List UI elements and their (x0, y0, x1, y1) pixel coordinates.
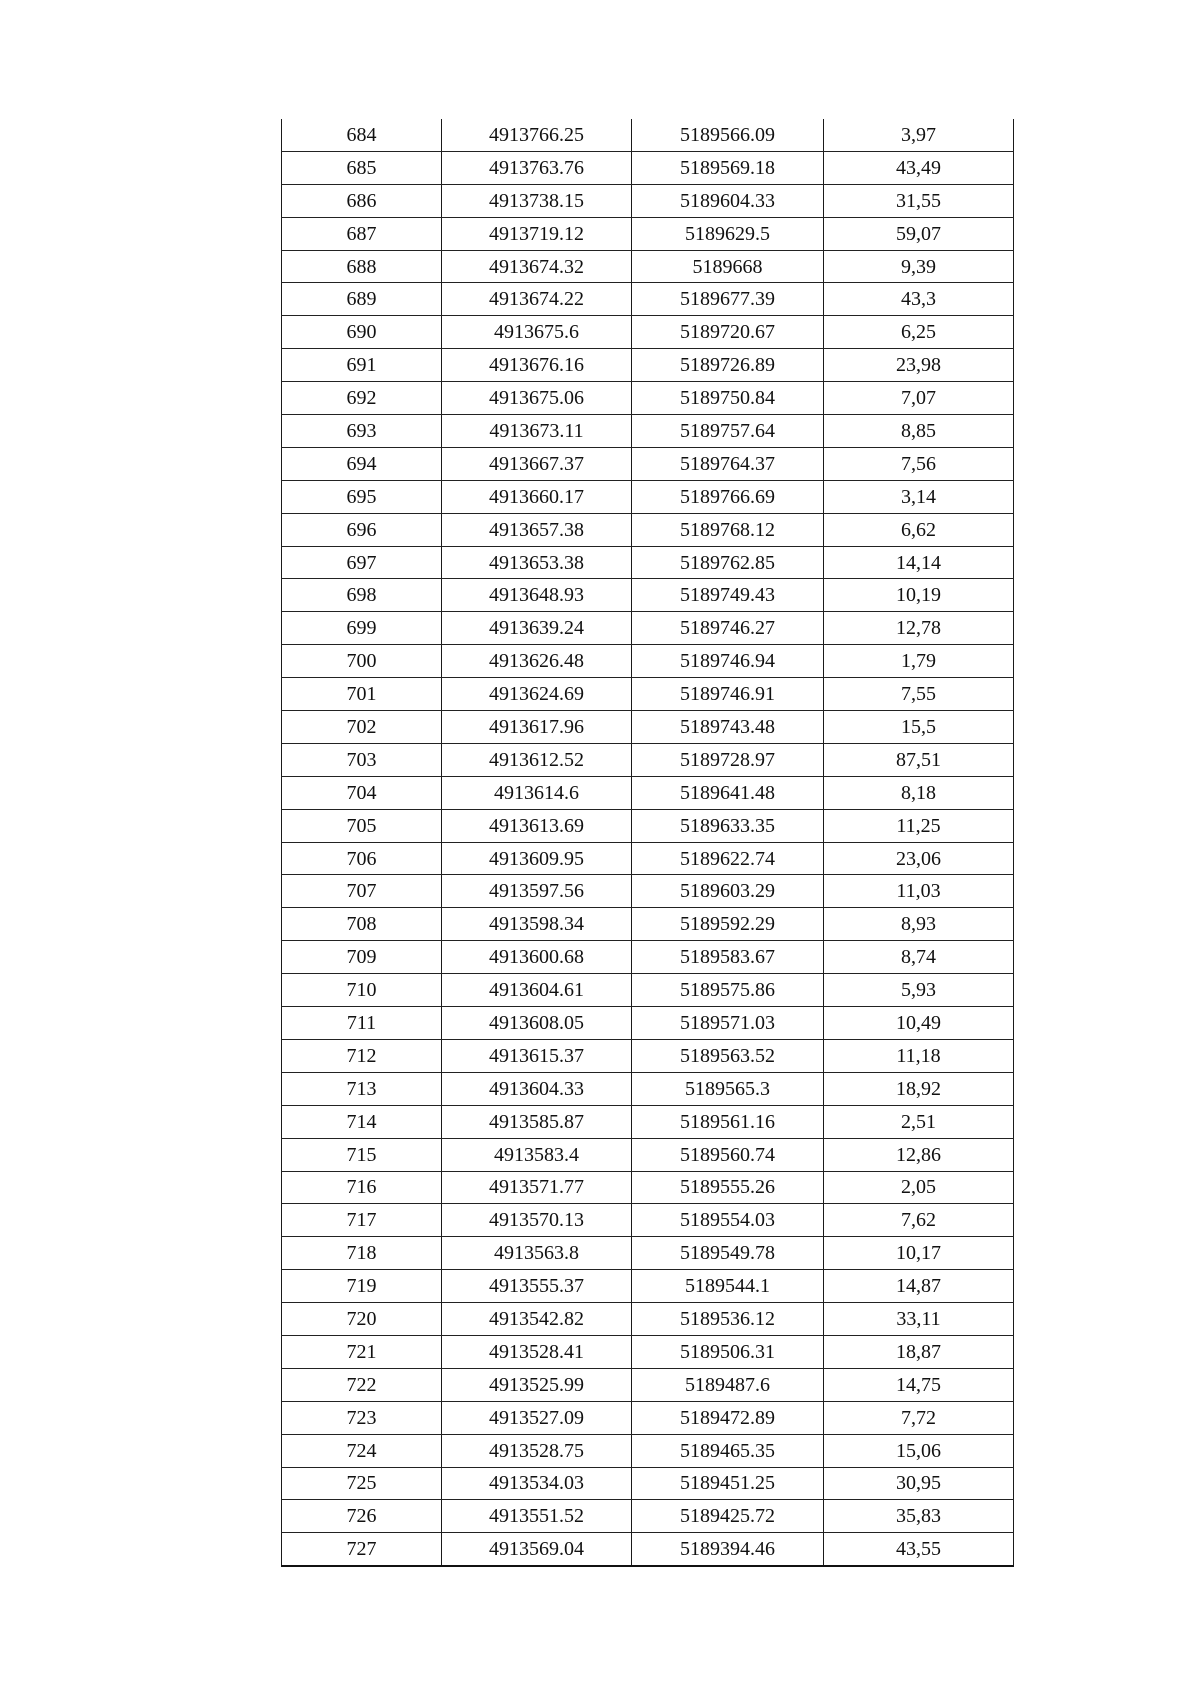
table-row (282, 1204, 1014, 1237)
y-coordinate-cell: 5189677.39 (632, 283, 824, 316)
x-coordinate-cell: 4913563.8 (442, 1237, 632, 1270)
table-row (282, 875, 1014, 908)
y-coordinate-cell: 5189549.78 (632, 1237, 824, 1270)
y-coordinate-cell: 5189563.52 (632, 1039, 824, 1072)
x-coordinate-cell: 4913660.17 (442, 480, 632, 513)
y-coordinate-cell: 5189394.46 (632, 1533, 824, 1566)
x-coordinate-cell: 4913675.6 (442, 316, 632, 349)
point-number-cell: 717 (282, 1204, 442, 1237)
y-coordinate-cell: 5189592.29 (632, 908, 824, 941)
y-coordinate-cell: 5189566.09 (632, 119, 824, 151)
distance-cell: 1,79 (824, 645, 1014, 678)
table-row (282, 1335, 1014, 1368)
x-coordinate-cell: 4913673.11 (442, 415, 632, 448)
table-row (282, 119, 1014, 151)
x-coordinate-cell: 4913597.56 (442, 875, 632, 908)
table-row (282, 1105, 1014, 1138)
table-row (282, 283, 1014, 316)
x-coordinate-cell: 4913528.41 (442, 1335, 632, 1368)
distance-cell: 9,39 (824, 250, 1014, 283)
distance-cell: 2,51 (824, 1105, 1014, 1138)
table-row (282, 1467, 1014, 1500)
table-row (282, 480, 1014, 513)
distance-cell: 87,51 (824, 743, 1014, 776)
point-number-cell: 700 (282, 645, 442, 678)
table-row (282, 1303, 1014, 1336)
table-row (282, 349, 1014, 382)
point-number-cell: 704 (282, 776, 442, 809)
x-coordinate-cell: 4913614.6 (442, 776, 632, 809)
y-coordinate-cell: 5189575.86 (632, 974, 824, 1007)
y-coordinate-cell: 5189726.89 (632, 349, 824, 382)
distance-cell: 2,05 (824, 1171, 1014, 1204)
table-row (282, 743, 1014, 776)
distance-cell: 8,74 (824, 941, 1014, 974)
y-coordinate-cell: 5189565.3 (632, 1072, 824, 1105)
point-number-cell: 722 (282, 1368, 442, 1401)
distance-cell: 18,92 (824, 1072, 1014, 1105)
distance-cell: 6,62 (824, 513, 1014, 546)
x-coordinate-cell: 4913569.04 (442, 1533, 632, 1566)
y-coordinate-cell: 5189425.72 (632, 1500, 824, 1533)
distance-cell: 33,11 (824, 1303, 1014, 1336)
point-number-cell: 697 (282, 546, 442, 579)
y-coordinate-cell: 5189768.12 (632, 513, 824, 546)
table-row (282, 546, 1014, 579)
point-number-cell: 724 (282, 1434, 442, 1467)
x-coordinate-cell: 4913598.34 (442, 908, 632, 941)
distance-cell: 10,49 (824, 1007, 1014, 1040)
y-coordinate-cell: 5189506.31 (632, 1335, 824, 1368)
x-coordinate-cell: 4913738.15 (442, 184, 632, 217)
table-row (282, 1533, 1014, 1566)
point-number-cell: 708 (282, 908, 442, 941)
distance-cell: 3,14 (824, 480, 1014, 513)
distance-cell: 6,25 (824, 316, 1014, 349)
table-row (282, 250, 1014, 283)
y-coordinate-cell: 5189641.48 (632, 776, 824, 809)
table-row (282, 941, 1014, 974)
table-row (282, 974, 1014, 1007)
distance-cell: 14,14 (824, 546, 1014, 579)
table-row (282, 1270, 1014, 1303)
x-coordinate-cell: 4913613.69 (442, 809, 632, 842)
y-coordinate-cell: 5189472.89 (632, 1401, 824, 1434)
table-row (282, 217, 1014, 250)
point-number-cell: 727 (282, 1533, 442, 1566)
y-coordinate-cell: 5189668 (632, 250, 824, 283)
x-coordinate-cell: 4913719.12 (442, 217, 632, 250)
y-coordinate-cell: 5189603.29 (632, 875, 824, 908)
distance-cell: 12,86 (824, 1138, 1014, 1171)
distance-cell: 43,3 (824, 283, 1014, 316)
point-number-cell: 718 (282, 1237, 442, 1270)
point-number-cell: 716 (282, 1171, 442, 1204)
x-coordinate-cell: 4913624.69 (442, 678, 632, 711)
distance-cell: 3,97 (824, 119, 1014, 151)
point-number-cell: 712 (282, 1039, 442, 1072)
y-coordinate-cell: 5189544.1 (632, 1270, 824, 1303)
distance-cell: 18,87 (824, 1335, 1014, 1368)
y-coordinate-cell: 5189750.84 (632, 382, 824, 415)
distance-cell: 11,03 (824, 875, 1014, 908)
x-coordinate-cell: 4913609.95 (442, 842, 632, 875)
table-row (282, 809, 1014, 842)
distance-cell: 43,49 (824, 151, 1014, 184)
point-number-cell: 707 (282, 875, 442, 908)
y-coordinate-cell: 5189561.16 (632, 1105, 824, 1138)
table-row (282, 1368, 1014, 1401)
y-coordinate-cell: 5189604.33 (632, 184, 824, 217)
distance-cell: 5,93 (824, 974, 1014, 1007)
distance-cell: 8,18 (824, 776, 1014, 809)
distance-cell: 59,07 (824, 217, 1014, 250)
y-coordinate-cell: 5189451.25 (632, 1467, 824, 1500)
y-coordinate-cell: 5189554.03 (632, 1204, 824, 1237)
distance-cell: 7,62 (824, 1204, 1014, 1237)
point-number-cell: 699 (282, 612, 442, 645)
y-coordinate-cell: 5189746.91 (632, 678, 824, 711)
x-coordinate-cell: 4913674.32 (442, 250, 632, 283)
table-row (282, 1007, 1014, 1040)
point-number-cell: 714 (282, 1105, 442, 1138)
table-row (282, 1072, 1014, 1105)
y-coordinate-cell: 5189746.94 (632, 645, 824, 678)
y-coordinate-cell: 5189762.85 (632, 546, 824, 579)
x-coordinate-cell: 4913571.77 (442, 1171, 632, 1204)
x-coordinate-cell: 4913639.24 (442, 612, 632, 645)
y-coordinate-cell: 5189629.5 (632, 217, 824, 250)
point-number-cell: 719 (282, 1270, 442, 1303)
table-row (282, 612, 1014, 645)
x-coordinate-cell: 4913527.09 (442, 1401, 632, 1434)
point-number-cell: 692 (282, 382, 442, 415)
y-coordinate-cell: 5189622.74 (632, 842, 824, 875)
distance-cell: 14,87 (824, 1270, 1014, 1303)
y-coordinate-cell: 5189569.18 (632, 151, 824, 184)
distance-cell: 35,83 (824, 1500, 1014, 1533)
distance-cell: 31,55 (824, 184, 1014, 217)
point-number-cell: 715 (282, 1138, 442, 1171)
point-number-cell: 703 (282, 743, 442, 776)
point-number-cell: 695 (282, 480, 442, 513)
x-coordinate-cell: 4913585.87 (442, 1105, 632, 1138)
y-coordinate-cell: 5189560.74 (632, 1138, 824, 1171)
x-coordinate-cell: 4913604.33 (442, 1072, 632, 1105)
x-coordinate-cell: 4913551.52 (442, 1500, 632, 1533)
distance-cell: 12,78 (824, 612, 1014, 645)
distance-cell: 11,25 (824, 809, 1014, 842)
y-coordinate-cell: 5189633.35 (632, 809, 824, 842)
x-coordinate-cell: 4913617.96 (442, 711, 632, 744)
table-row (282, 1237, 1014, 1270)
table-row (282, 1039, 1014, 1072)
table-row (282, 908, 1014, 941)
y-coordinate-cell: 5189757.64 (632, 415, 824, 448)
point-number-cell: 725 (282, 1467, 442, 1500)
point-number-cell: 721 (282, 1335, 442, 1368)
point-number-cell: 713 (282, 1072, 442, 1105)
table-row (282, 151, 1014, 184)
point-number-cell: 688 (282, 250, 442, 283)
distance-cell: 15,5 (824, 711, 1014, 744)
x-coordinate-cell: 4913763.76 (442, 151, 632, 184)
y-coordinate-cell: 5189465.35 (632, 1434, 824, 1467)
table-row (282, 645, 1014, 678)
x-coordinate-cell: 4913674.22 (442, 283, 632, 316)
distance-cell: 7,55 (824, 678, 1014, 711)
distance-cell: 15,06 (824, 1434, 1014, 1467)
point-number-cell: 701 (282, 678, 442, 711)
point-number-cell: 705 (282, 809, 442, 842)
x-coordinate-cell: 4913542.82 (442, 1303, 632, 1336)
x-coordinate-cell: 4913657.38 (442, 513, 632, 546)
y-coordinate-cell: 5189720.67 (632, 316, 824, 349)
x-coordinate-cell: 4913766.25 (442, 119, 632, 151)
distance-cell: 10,17 (824, 1237, 1014, 1270)
y-coordinate-cell: 5189555.26 (632, 1171, 824, 1204)
x-coordinate-cell: 4913648.93 (442, 579, 632, 612)
point-number-cell: 702 (282, 711, 442, 744)
table-row (282, 776, 1014, 809)
coordinates-table-body (282, 119, 1014, 1566)
table-row (282, 1500, 1014, 1533)
table-row (282, 842, 1014, 875)
point-number-cell: 694 (282, 447, 442, 480)
x-coordinate-cell: 4913600.68 (442, 941, 632, 974)
distance-cell: 30,95 (824, 1467, 1014, 1500)
x-coordinate-cell: 4913583.4 (442, 1138, 632, 1171)
x-coordinate-cell: 4913528.75 (442, 1434, 632, 1467)
y-coordinate-cell: 5189536.12 (632, 1303, 824, 1336)
point-number-cell: 687 (282, 217, 442, 250)
point-number-cell: 689 (282, 283, 442, 316)
point-number-cell: 698 (282, 579, 442, 612)
y-coordinate-cell: 5189583.67 (632, 941, 824, 974)
point-number-cell: 696 (282, 513, 442, 546)
x-coordinate-cell: 4913608.05 (442, 1007, 632, 1040)
x-coordinate-cell: 4913612.52 (442, 743, 632, 776)
point-number-cell: 710 (282, 974, 442, 1007)
x-coordinate-cell: 4913676.16 (442, 349, 632, 382)
coordinates-table (281, 119, 1014, 1567)
x-coordinate-cell: 4913555.37 (442, 1270, 632, 1303)
distance-cell: 23,06 (824, 842, 1014, 875)
y-coordinate-cell: 5189749.43 (632, 579, 824, 612)
x-coordinate-cell: 4913570.13 (442, 1204, 632, 1237)
y-coordinate-cell: 5189764.37 (632, 447, 824, 480)
x-coordinate-cell: 4913675.06 (442, 382, 632, 415)
x-coordinate-cell: 4913615.37 (442, 1039, 632, 1072)
table-row (282, 579, 1014, 612)
point-number-cell: 723 (282, 1401, 442, 1434)
distance-cell: 11,18 (824, 1039, 1014, 1072)
distance-cell: 43,55 (824, 1533, 1014, 1566)
point-number-cell: 711 (282, 1007, 442, 1040)
x-coordinate-cell: 4913626.48 (442, 645, 632, 678)
table-row (282, 1434, 1014, 1467)
table-row (282, 1138, 1014, 1171)
table-row (282, 316, 1014, 349)
table-row (282, 1401, 1014, 1434)
distance-cell: 7,07 (824, 382, 1014, 415)
point-number-cell: 691 (282, 349, 442, 382)
point-number-cell: 706 (282, 842, 442, 875)
distance-cell: 8,93 (824, 908, 1014, 941)
point-number-cell: 690 (282, 316, 442, 349)
table-row (282, 678, 1014, 711)
distance-cell: 7,56 (824, 447, 1014, 480)
point-number-cell: 686 (282, 184, 442, 217)
point-number-cell: 685 (282, 151, 442, 184)
table-row (282, 513, 1014, 546)
distance-cell: 23,98 (824, 349, 1014, 382)
distance-cell: 10,19 (824, 579, 1014, 612)
y-coordinate-cell: 5189571.03 (632, 1007, 824, 1040)
point-number-cell: 720 (282, 1303, 442, 1336)
x-coordinate-cell: 4913667.37 (442, 447, 632, 480)
table-row (282, 711, 1014, 744)
point-number-cell: 684 (282, 119, 442, 151)
table-row (282, 382, 1014, 415)
table-row (282, 415, 1014, 448)
x-coordinate-cell: 4913604.61 (442, 974, 632, 1007)
distance-cell: 7,72 (824, 1401, 1014, 1434)
table-row (282, 184, 1014, 217)
distance-cell: 14,75 (824, 1368, 1014, 1401)
y-coordinate-cell: 5189766.69 (632, 480, 824, 513)
point-number-cell: 726 (282, 1500, 442, 1533)
y-coordinate-cell: 5189487.6 (632, 1368, 824, 1401)
table-row (282, 447, 1014, 480)
point-number-cell: 709 (282, 941, 442, 974)
point-number-cell: 693 (282, 415, 442, 448)
y-coordinate-cell: 5189728.97 (632, 743, 824, 776)
y-coordinate-cell: 5189746.27 (632, 612, 824, 645)
x-coordinate-cell: 4913525.99 (442, 1368, 632, 1401)
x-coordinate-cell: 4913534.03 (442, 1467, 632, 1500)
table-row (282, 1171, 1014, 1204)
x-coordinate-cell: 4913653.38 (442, 546, 632, 579)
distance-cell: 8,85 (824, 415, 1014, 448)
y-coordinate-cell: 5189743.48 (632, 711, 824, 744)
